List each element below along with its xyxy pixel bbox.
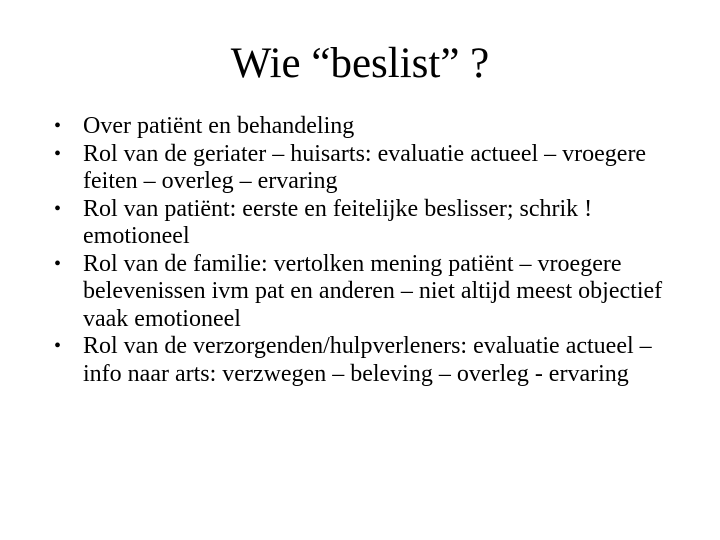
bullet-icon: • <box>54 115 62 137</box>
bullet-text: Rol van de verzorgenden/hulpverleners: evaluatie actueel – info naar arts: verzwegen – beleving – overleg - ervaring <box>83 333 652 387</box>
bullet-text: Rol van patiënt: eerste en feitelijke beslisser; schrik ! emotioneel <box>83 195 593 249</box>
bullet-item <box>54 141 674 196</box>
bullet-icon: • <box>54 197 62 220</box>
bullet-text: Over patiënt en behandeling <box>83 113 355 139</box>
bullet-list <box>54 113 674 388</box>
bullet-icon: • <box>54 335 62 357</box>
slide-title: Wie “beslist” ? <box>230 40 490 87</box>
bullet-text: Rol van de geriater – huisarts: evaluatie actueel – vroegere feiten – overleg – ervaring <box>83 140 647 194</box>
bullet-icon: • <box>54 142 62 165</box>
bullet-text: Rol van de familie: vertolken mening patiënt – vroegere belevenissen ivm pat en anderen – niet altijd meest objectief vaak emotioneel <box>83 250 663 332</box>
bullet-item <box>54 251 674 334</box>
bullet-item <box>54 196 674 251</box>
bullet-icon: • <box>54 252 62 275</box>
bullet-item <box>54 333 674 388</box>
bullet-item <box>54 113 674 141</box>
